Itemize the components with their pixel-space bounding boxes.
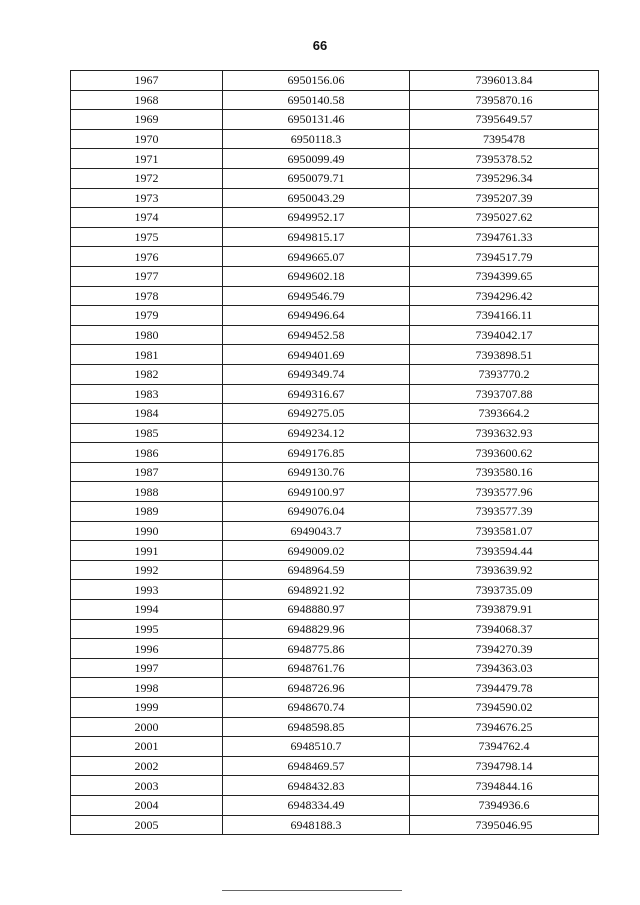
point-number-cell: 1975 <box>71 227 223 247</box>
x-coordinate-cell: 6950079.71 <box>223 168 410 188</box>
point-number-cell: 1972 <box>71 168 223 188</box>
x-coordinate-cell: 6948510.7 <box>223 737 410 757</box>
x-coordinate-cell: 6950118.3 <box>223 129 410 149</box>
x-coordinate-cell: 6949602.18 <box>223 266 410 286</box>
table-row <box>71 384 599 404</box>
x-coordinate-cell: 6950131.46 <box>223 110 410 130</box>
x-coordinate-cell: 6948432.83 <box>223 776 410 796</box>
x-coordinate-cell: 6949452.58 <box>223 325 410 345</box>
point-number-cell: 1995 <box>71 619 223 639</box>
x-coordinate-cell: 6949349.74 <box>223 364 410 384</box>
coordinates-table-body <box>71 71 599 835</box>
point-number-cell: 1978 <box>71 286 223 306</box>
x-coordinate-cell: 6948829.96 <box>223 619 410 639</box>
table-row <box>71 227 599 247</box>
table-row <box>71 345 599 365</box>
table-row <box>71 110 599 130</box>
point-number-cell: 1983 <box>71 384 223 404</box>
point-number-cell: 1971 <box>71 149 223 169</box>
y-coordinate-cell: 7394590.02 <box>410 698 599 718</box>
point-number-cell: 1969 <box>71 110 223 130</box>
y-coordinate-cell: 7393581.07 <box>410 521 599 541</box>
point-number-cell: 2004 <box>71 795 223 815</box>
table-row <box>71 90 599 110</box>
table-row <box>71 168 599 188</box>
point-number-cell: 1999 <box>71 698 223 718</box>
x-coordinate-cell: 6948469.57 <box>223 756 410 776</box>
x-coordinate-cell: 6950140.58 <box>223 90 410 110</box>
y-coordinate-cell: 7394042.17 <box>410 325 599 345</box>
y-coordinate-cell: 7393577.96 <box>410 482 599 502</box>
table-row <box>71 443 599 463</box>
y-coordinate-cell: 7394270.39 <box>410 639 599 659</box>
y-coordinate-cell: 7393577.39 <box>410 502 599 522</box>
y-coordinate-cell: 7395478 <box>410 129 599 149</box>
x-coordinate-cell: 6948880.97 <box>223 600 410 620</box>
y-coordinate-cell: 7394479.78 <box>410 678 599 698</box>
y-coordinate-cell: 7394399.65 <box>410 266 599 286</box>
y-coordinate-cell: 7393632.93 <box>410 423 599 443</box>
point-number-cell: 1991 <box>71 541 223 561</box>
table-row <box>71 560 599 580</box>
y-coordinate-cell: 7393735.09 <box>410 580 599 600</box>
table-row <box>71 600 599 620</box>
table-row <box>71 776 599 796</box>
table-row <box>71 698 599 718</box>
x-coordinate-cell: 6949043.7 <box>223 521 410 541</box>
y-coordinate-cell: 7395207.39 <box>410 188 599 208</box>
table-row <box>71 208 599 228</box>
point-number-cell: 2002 <box>71 756 223 776</box>
point-number-cell: 1977 <box>71 266 223 286</box>
point-number-cell: 1981 <box>71 345 223 365</box>
x-coordinate-cell: 6949076.04 <box>223 502 410 522</box>
table-row <box>71 815 599 835</box>
y-coordinate-cell: 7393580.16 <box>410 462 599 482</box>
y-coordinate-cell: 7395378.52 <box>410 149 599 169</box>
table-row <box>71 266 599 286</box>
x-coordinate-cell: 6949100.97 <box>223 482 410 502</box>
y-coordinate-cell: 7394798.14 <box>410 756 599 776</box>
coordinates-table <box>70 70 599 835</box>
point-number-cell: 2000 <box>71 717 223 737</box>
point-number-cell: 1988 <box>71 482 223 502</box>
table-row <box>71 521 599 541</box>
x-coordinate-cell: 6949401.69 <box>223 345 410 365</box>
point-number-cell: 1982 <box>71 364 223 384</box>
y-coordinate-cell: 7394363.03 <box>410 658 599 678</box>
table-row <box>71 129 599 149</box>
point-number-cell: 2001 <box>71 737 223 757</box>
y-coordinate-cell: 7395296.34 <box>410 168 599 188</box>
x-coordinate-cell: 6949275.05 <box>223 404 410 424</box>
table-row <box>71 364 599 384</box>
x-coordinate-cell: 6950099.49 <box>223 149 410 169</box>
table-row <box>71 619 599 639</box>
y-coordinate-cell: 7393707.88 <box>410 384 599 404</box>
y-coordinate-cell: 7395870.16 <box>410 90 599 110</box>
y-coordinate-cell: 7393898.51 <box>410 345 599 365</box>
table-row <box>71 247 599 267</box>
table-row <box>71 678 599 698</box>
table-row <box>71 502 599 522</box>
x-coordinate-cell: 6949952.17 <box>223 208 410 228</box>
x-coordinate-cell: 6949546.79 <box>223 286 410 306</box>
x-coordinate-cell: 6950043.29 <box>223 188 410 208</box>
y-coordinate-cell: 7394936.6 <box>410 795 599 815</box>
x-coordinate-cell: 6949316.67 <box>223 384 410 404</box>
point-number-cell: 1996 <box>71 639 223 659</box>
y-coordinate-cell: 7394761.33 <box>410 227 599 247</box>
x-coordinate-cell: 6948775.86 <box>223 639 410 659</box>
y-coordinate-cell: 7393879.91 <box>410 600 599 620</box>
point-number-cell: 2005 <box>71 815 223 835</box>
y-coordinate-cell: 7393600.62 <box>410 443 599 463</box>
x-coordinate-cell: 6949496.64 <box>223 306 410 326</box>
y-coordinate-cell: 7393594.44 <box>410 541 599 561</box>
x-coordinate-cell: 6949009.02 <box>223 541 410 561</box>
table-row <box>71 286 599 306</box>
point-number-cell: 1986 <box>71 443 223 463</box>
y-coordinate-cell: 7393770.2 <box>410 364 599 384</box>
y-coordinate-cell: 7394166.11 <box>410 306 599 326</box>
table-row <box>71 306 599 326</box>
y-coordinate-cell: 7394517.79 <box>410 247 599 267</box>
x-coordinate-cell: 6948188.3 <box>223 815 410 835</box>
y-coordinate-cell: 7394844.16 <box>410 776 599 796</box>
table-row <box>71 737 599 757</box>
table-row <box>71 149 599 169</box>
y-coordinate-cell: 7394762.4 <box>410 737 599 757</box>
y-coordinate-cell: 7396013.84 <box>410 71 599 91</box>
point-number-cell: 1976 <box>71 247 223 267</box>
point-number-cell: 2003 <box>71 776 223 796</box>
x-coordinate-cell: 6948921.92 <box>223 580 410 600</box>
y-coordinate-cell: 7395649.57 <box>410 110 599 130</box>
x-coordinate-cell: 6948726.96 <box>223 678 410 698</box>
x-coordinate-cell: 6949665.07 <box>223 247 410 267</box>
x-coordinate-cell: 6950156.06 <box>223 71 410 91</box>
point-number-cell: 1974 <box>71 208 223 228</box>
x-coordinate-cell: 6949130.76 <box>223 462 410 482</box>
point-number-cell: 1987 <box>71 462 223 482</box>
table-row <box>71 795 599 815</box>
table-row <box>71 658 599 678</box>
table-row <box>71 482 599 502</box>
point-number-cell: 1973 <box>71 188 223 208</box>
table-row <box>71 404 599 424</box>
y-coordinate-cell: 7394676.25 <box>410 717 599 737</box>
y-coordinate-cell: 7395046.95 <box>410 815 599 835</box>
table-row <box>71 71 599 91</box>
y-coordinate-cell: 7395027.62 <box>410 208 599 228</box>
x-coordinate-cell: 6948670.74 <box>223 698 410 718</box>
point-number-cell: 1980 <box>71 325 223 345</box>
point-number-cell: 1994 <box>71 600 223 620</box>
y-coordinate-cell: 7393639.92 <box>410 560 599 580</box>
x-coordinate-cell: 6949176.85 <box>223 443 410 463</box>
y-coordinate-cell: 7393664.2 <box>410 404 599 424</box>
point-number-cell: 1985 <box>71 423 223 443</box>
point-number-cell: 1990 <box>71 521 223 541</box>
y-coordinate-cell: 7394296.42 <box>410 286 599 306</box>
table-row <box>71 188 599 208</box>
point-number-cell: 1967 <box>71 71 223 91</box>
table-row <box>71 639 599 659</box>
point-number-cell: 1992 <box>71 560 223 580</box>
table-row <box>71 325 599 345</box>
x-coordinate-cell: 6948761.76 <box>223 658 410 678</box>
table-row <box>71 580 599 600</box>
point-number-cell: 1968 <box>71 90 223 110</box>
footer-divider <box>222 890 402 891</box>
x-coordinate-cell: 6948598.85 <box>223 717 410 737</box>
point-number-cell: 1993 <box>71 580 223 600</box>
y-coordinate-cell: 7394068.37 <box>410 619 599 639</box>
point-number-cell: 1979 <box>71 306 223 326</box>
x-coordinate-cell: 6948334.49 <box>223 795 410 815</box>
point-number-cell: 1989 <box>71 502 223 522</box>
point-number-cell: 1970 <box>71 129 223 149</box>
table-row <box>71 423 599 443</box>
page-number: 66 <box>312 38 328 53</box>
point-number-cell: 1997 <box>71 658 223 678</box>
point-number-cell: 1998 <box>71 678 223 698</box>
table-row <box>71 462 599 482</box>
table-row <box>71 756 599 776</box>
x-coordinate-cell: 6948964.59 <box>223 560 410 580</box>
point-number-cell: 1984 <box>71 404 223 424</box>
x-coordinate-cell: 6949815.17 <box>223 227 410 247</box>
x-coordinate-cell: 6949234.12 <box>223 423 410 443</box>
table-row <box>71 717 599 737</box>
table-row <box>71 541 599 561</box>
